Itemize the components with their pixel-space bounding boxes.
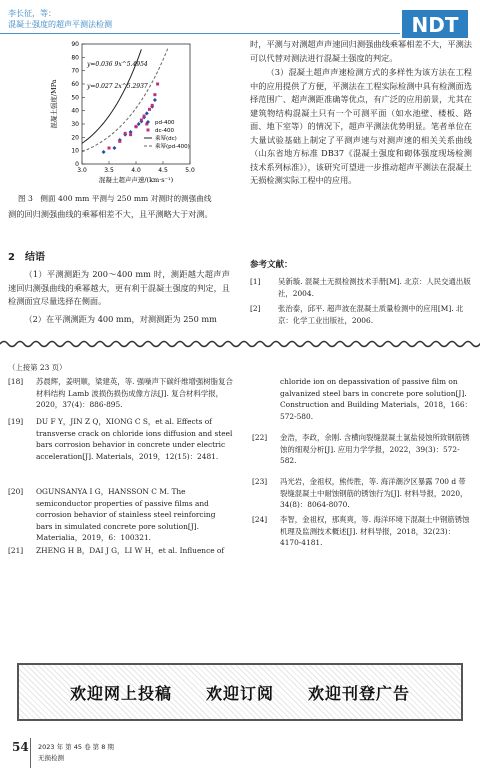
reference-item [8, 545, 233, 557]
data-point-dc400 [148, 108, 151, 111]
data-point-dc400 [108, 147, 111, 150]
legend-label: dc-400 [155, 128, 174, 134]
y-tick-label: 20 [71, 134, 79, 142]
x-axis-label: 混凝土超声声速/(km·s⁻¹) [98, 176, 174, 184]
right-para-1: 时，平测与对测超声声速回归测强曲线乘幂相差不大，平测法可以代替对测法进行混凝土强度的判定。 [250, 39, 472, 63]
running-header-author: 李长征，等： [8, 9, 56, 18]
legend-label: 乘幂(dc) [155, 136, 177, 142]
logo-text: NDT [411, 13, 459, 37]
data-point-dc400 [135, 125, 138, 128]
ndt-logo [402, 10, 468, 38]
reference-number: [2] [250, 304, 261, 313]
data-point-pd400 [153, 98, 157, 102]
reference-text: 张治泰，邱平. 超声波在混凝土质量检测中的应用[M]. 北京：化学工业出版社，2006. [278, 304, 464, 325]
left-para-3: （2）在平测测距为 400 mm，对测测距为 250 mm [24, 314, 217, 324]
page-number: 54 [12, 740, 29, 754]
y-tick-label: 80 [71, 54, 79, 62]
reference-item [252, 432, 472, 467]
reference-text: 金浩，李政，余刚. 含横向裂缝混凝土氯盐侵蚀所致钢筋锈蚀的细观分析[J]. 应用力学学报，2022，39(3)：572-582. [280, 433, 470, 465]
reference-number: [20] [8, 487, 24, 496]
equation-pd: y=0.027 2x^5.2937 [87, 83, 148, 90]
legend-label: 乘幂(pd-400) [155, 144, 190, 150]
reference-number: [24] [252, 515, 268, 524]
data-point-dc400 [124, 132, 127, 135]
continued-note: （上接第 23 页） [8, 363, 67, 372]
reference-item [250, 276, 472, 299]
y-tick-label: 10 [71, 147, 79, 155]
data-point-dc400 [156, 83, 159, 86]
figure-chart [40, 36, 220, 191]
reference-number: [23] [252, 477, 268, 486]
y-tick-label: 30 [71, 121, 79, 128]
reference-text: 苏晨辉，姜明顺，梁建英，等. 强噪声下碳纤维增强树脂复合材料结构 Lamb 波损伤损伤成像方法[J]. 复合材料学报，2020，37(4)：886-895. [36, 377, 233, 409]
x-tick-label: 3.0 [77, 167, 87, 174]
y-tick-label: 90 [71, 41, 79, 48]
left-para-2: （1）平测测距为 200～400 mm 时，测距越大超声声速回归测强曲线的乘幂越大，更有利于混凝土强度的判定，且检测面宜尽量选择在侧面。 [8, 269, 230, 306]
footer-divider [30, 738, 31, 768]
reference-text: chloride ion on depassivation of passive film on galvanized steel bars in concrete pore solution[J]. Construction and Building Materials，2018，166：572-580. [280, 377, 472, 421]
y-tick-label: 0 [75, 161, 79, 168]
footer-journal: 无损检测 [38, 754, 64, 762]
wavy-divider [0, 338, 480, 350]
running-header-title: 混凝土强度的超声平测法检测 [8, 20, 112, 29]
data-point-dc400 [118, 140, 121, 143]
reference-text: 李智，金祖权，那爽爽，等. 海洋环境下混凝土中钢筋锈蚀机理及监测技术概述[J]. 材料导报，2018，32(23)：4170-4181. [280, 515, 470, 547]
reference-text: ZHENG H B，DAI J G，LI W H，et al. Influence of [36, 546, 225, 555]
reference-number: [1] [250, 277, 261, 286]
left-para-1: 测的回归测强曲线的乘幂相差不大，且平测略大于对测。 [8, 209, 213, 219]
banner-text: 欢迎网上投稿 欢迎订阅 欢迎刊登广告 [69, 684, 410, 703]
x-tick-label: 5.0 [185, 167, 195, 174]
reference-item [252, 376, 472, 422]
x-tick-label: 4.0 [131, 167, 141, 174]
right-para-2: （3）混凝土超声声速检测方式的多样性为该方法在工程中的应用提供了方便，平测法在工程实际检测中具有检测面选择范围广、超声测距准确等优点，有广泛的应用前景，尤其在建筑物结构混凝土只有一个可测平面（如水池壁、楼板、路面、地下室等）的情况下，超声平测法优势明显。笔者单位在大量试验基础上制定了平测声速与对测声速的相关关系曲线（山东省地方标准 DB37《混凝土强度和砌体强度现场检测技术系列标准》），该研究可望进一步推动超声平测法在混凝土无损检测实际工程中的应用。 [250, 67, 472, 185]
y-axis-label: 混凝土强度/MPa [50, 79, 58, 129]
reference-text: 冯光岩，金祖权，熊传胜，等. 海洋潮汐区暴露 700 d 带裂缝混凝土中耐蚀钢筋的锈蚀行为[J]. 材料导报，2020，34(8)：8064-8070. [280, 477, 468, 509]
section-heading-conclusion: 2 结语 [8, 252, 45, 263]
promo-banner [17, 663, 463, 721]
data-point-pd400 [102, 150, 106, 154]
reference-item [252, 514, 472, 549]
legend-label: pd-400 [155, 120, 175, 126]
reference-number: [19] [8, 417, 24, 426]
legend-marker [147, 129, 150, 132]
reference-number: [22] [252, 433, 268, 442]
figure-caption: 图 3 侧面 400 mm 平测与 250 mm 对测时的测强曲线 [18, 194, 212, 203]
reference-item [8, 376, 233, 411]
x-tick-label: 3.5 [104, 167, 114, 174]
reference-number: [18] [8, 377, 24, 386]
reference-text: 吴新璇. 混凝土无损检测技术手册[M]. 北京：人民交通出版社，2004. [278, 277, 471, 298]
data-point-dc400 [129, 133, 132, 136]
reference-text: DU F Y，JIN Z Q，XIONG C S，et al. Effects of transverse crack on chloride ions diffusion and steel bars corrosion behavior in concrete under electric acceleration[J]. Materials，2019，12(15)：2481. [36, 417, 233, 461]
reference-item [8, 416, 233, 462]
header-divider [0, 33, 400, 34]
y-tick-label: 70 [71, 67, 79, 75]
data-point-dc400 [140, 119, 143, 122]
y-tick-label: 50 [71, 94, 79, 102]
data-point-dc400 [143, 115, 146, 118]
y-tick-label: 60 [71, 81, 79, 88]
data-point-dc400 [151, 104, 154, 107]
x-tick-label: 4.5 [158, 167, 168, 174]
reference-item [252, 476, 472, 511]
reference-item [250, 303, 472, 326]
reference-text: OGUNSANYA I G，HANSSON C M. The semiconductor properties of passive films and corrosion behavior of stainless steel reinforcing bars in simulated concrete pore solution[J]. Materialia，2019，6：100321. [36, 487, 216, 542]
equation-dc: y=0.036 9x^5.4954 [87, 61, 148, 68]
reference-item [8, 486, 233, 544]
y-tick-label: 40 [71, 107, 79, 115]
data-point-dc400 [153, 93, 156, 96]
reference-number: [21] [8, 546, 24, 555]
data-point-pd400 [112, 146, 116, 150]
references-heading: 参考文献： [250, 260, 293, 270]
footer-issue: 2023 年 第 45 卷 第 8 期 [38, 743, 114, 751]
